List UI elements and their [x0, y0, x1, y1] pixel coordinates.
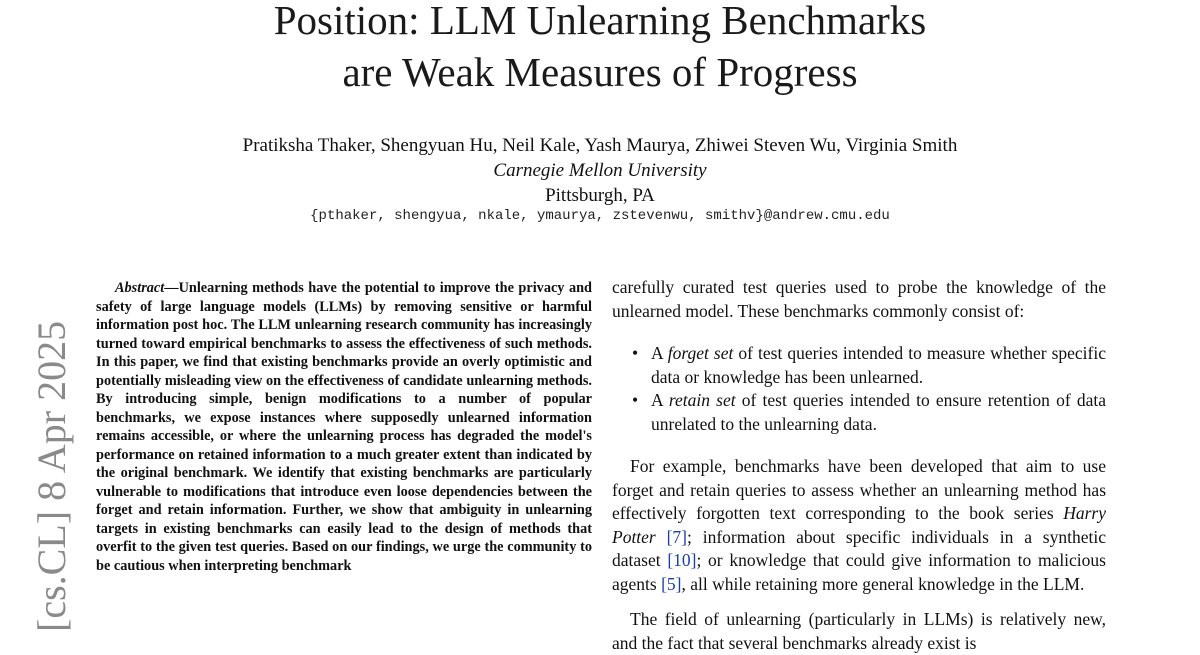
forget-set-term: forget set [667, 343, 734, 363]
author-emails: {pthaker, shengyua, nkale, ymaurya, zstevenwu, smithv}@andrew.cmu.edu [310, 208, 890, 224]
benchmark-list [612, 342, 1106, 436]
arxiv-stamp: [cs.CL] 8 Apr 2025 [29, 320, 74, 632]
citation-link[interactable]: [5] [661, 573, 682, 594]
intro-paragraph-1: carefully curated test queries used to probe the knowledge of the unlearned model. These benchmarks commonly consist of: [612, 277, 1106, 321]
abstract-label: Abstract [115, 280, 165, 296]
paper-title [0, 0, 1200, 98]
abstract-dash: — [164, 280, 179, 296]
author-block [0, 133, 1200, 208]
paragraph-text: For example, benchmarks have been developed that aim to use forget and retain queries to assess whether an unlearning method has effectively forgotten text corresponding to the book series [612, 456, 1106, 523]
paragraph-text: , all while retaining more general knowledge in the LLM. [681, 573, 1085, 594]
title-line-1: Position: LLM Unlearning Benchmarks [273, 0, 927, 43]
list-item-forget-set [632, 342, 1106, 389]
bullet-text: of test queries intended to measure whether specific data or knowledge has been unlearned. [651, 343, 1106, 387]
bullet-icon: • [632, 390, 639, 410]
abstract-text: Unlearning methods have the potential to improve the privacy and safety of large language models (LLMs) by removing sensitive or harmful information post hoc. The LLM unlearning research community has increasingly turned toward empirical benchmarks to assess the effectiveness of such methods. In this paper, we find that existing benchmarks provide an overly optimistic and potentially misleading view on the effectiveness of candidate unlearning methods. By introducing simple, benign modifications to a number of popular benchmarks, we expose instances where supposedly unlearned information remains accessible, or where the unlearning process has degraded the model's performance on retained information to a much greater extent than indicated by the original benchmark. We identify that existing benchmarks are particularly vulnerable to modifications that introduce even loose dependencies between the forget and retain information. Further, we show that ambiguity in unlearning targets in existing benchmarks can easily lead to the design of methods that overfit to the given test queries. Based on our findings, we urge the community to be cautious when interpreting benchmark [96, 280, 592, 574]
bullet-text: of test queries intended to ensure retention of data unrelated to the unlearning data. [651, 390, 1106, 434]
location: Pittsburgh, PA [545, 185, 655, 206]
paragraph-text: ; or knowledge that could give information to malicious agents [612, 550, 1106, 594]
bullet-text: A [651, 390, 669, 410]
title-line-2: are Weak Measures of Progress [342, 49, 858, 95]
bullet-text: A [651, 343, 668, 363]
citation-link[interactable]: [10] [667, 550, 697, 570]
intro-paragraph-3: The field of unlearning (particularly in LLMs) is relatively new, and the fact that several benchmarks already exist is [612, 609, 1106, 653]
intro-paragraph-2 [612, 455, 1106, 596]
citation-link[interactable]: [7] [666, 526, 687, 547]
author-list: Pratiksha Thaker, Shengyuan Hu, Neil Kale, Yash Maurya, Zhiwei Steven Wu, Virginia Smith [242, 135, 958, 156]
intro-column [612, 276, 1106, 655]
book-title: Harry Potter [612, 503, 1106, 547]
abstract [96, 279, 592, 575]
list-item-retain-set [632, 389, 1106, 436]
bullet-icon: • [632, 343, 639, 363]
retain-set-term: retain set [668, 390, 736, 410]
paragraph-text: ; information about specific individuals in a synthetic dataset [612, 526, 1106, 570]
affiliation: Carnegie Mellon University [493, 160, 707, 181]
